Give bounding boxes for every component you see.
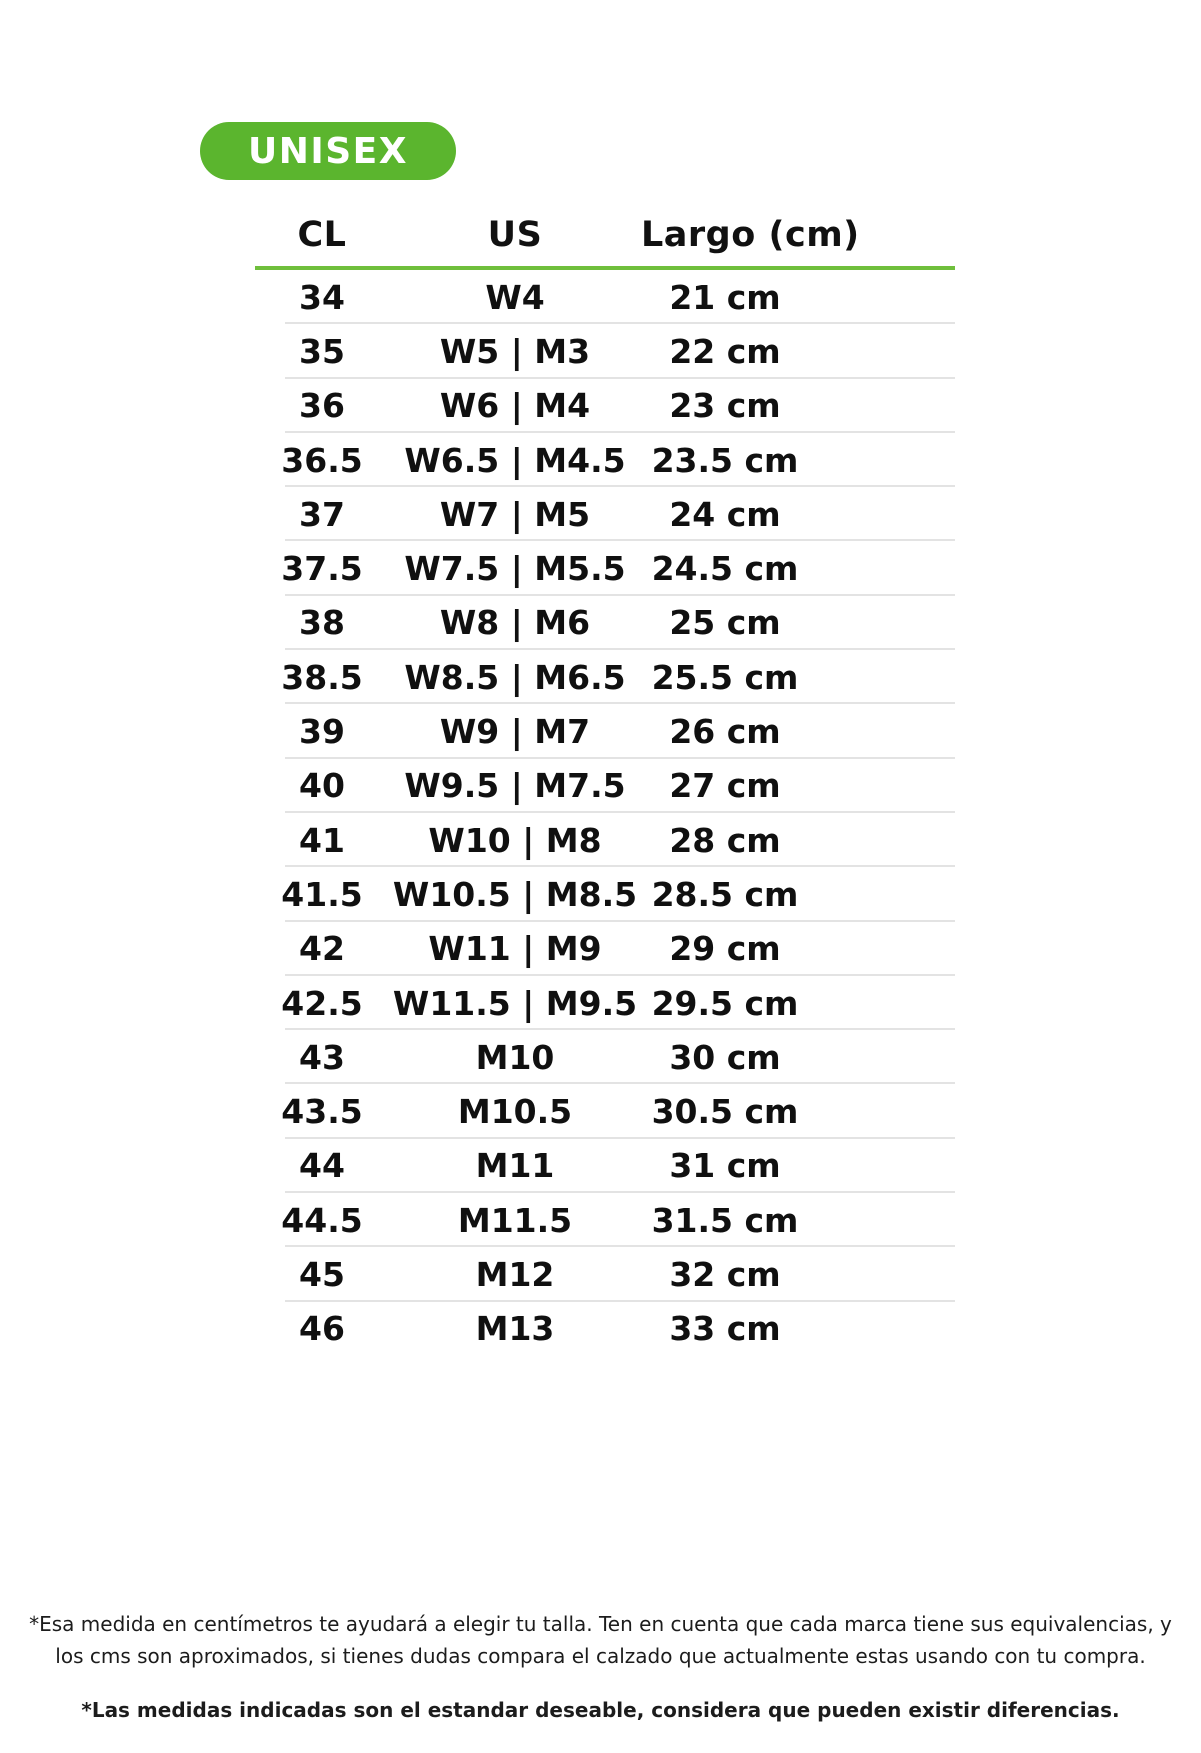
table-row — [255, 1193, 955, 1247]
cell-cl-size: 34 — [299, 277, 345, 317]
table-row — [255, 759, 955, 813]
cell-length-cm: 22 cm — [669, 331, 781, 371]
cell-cl-size: 35 — [299, 331, 345, 371]
table-row — [255, 1247, 955, 1301]
cell-length-cm: 30.5 cm — [651, 1092, 799, 1132]
cell-cl-size: 41 — [299, 820, 345, 860]
cell-us-size: W5 | M3 — [439, 331, 591, 371]
cell-length-cm: 24.5 cm — [651, 549, 799, 589]
table-row — [255, 1302, 955, 1356]
table-row — [255, 1030, 955, 1084]
cell-cl-size: 44.5 — [281, 1200, 363, 1240]
table-row — [255, 324, 955, 378]
cell-cl-size: 41.5 — [281, 874, 363, 914]
unisex-badge — [200, 122, 456, 180]
cell-length-cm: 23.5 cm — [651, 440, 799, 480]
cell-us-size: W7.5 | M5.5 — [404, 549, 626, 589]
table-row — [255, 704, 955, 758]
cell-length-cm: 26 cm — [669, 712, 781, 752]
cell-cl-size: 37.5 — [281, 549, 363, 589]
table-row — [255, 541, 955, 595]
cell-length-cm: 25.5 cm — [651, 657, 799, 697]
size-conversion-table — [255, 203, 955, 1356]
cell-us-size: M13 — [475, 1309, 555, 1349]
cell-length-cm: 29.5 cm — [651, 983, 799, 1023]
cell-us-size: W8.5 | M6.5 — [404, 657, 626, 697]
table-row — [255, 270, 955, 324]
unisex-badge-label: UNISEX — [247, 130, 409, 172]
table-row — [255, 650, 955, 704]
cell-cl-size: 38.5 — [281, 657, 363, 697]
cell-us-size: W9 | M7 — [439, 712, 591, 752]
header-cell-us: US — [487, 214, 543, 255]
cell-cl-size: 45 — [299, 1254, 345, 1294]
cell-length-cm: 24 cm — [669, 494, 781, 534]
cell-us-size: M10.5 — [457, 1092, 573, 1132]
cell-us-size: M10 — [475, 1037, 555, 1077]
cell-us-size: W11.5 | M9.5 — [392, 983, 638, 1023]
table-row — [255, 813, 955, 867]
cell-cl-size: 42 — [299, 929, 345, 969]
header-cell-cl: CL — [297, 214, 347, 255]
cell-length-cm: 33 cm — [669, 1309, 781, 1349]
cell-us-size: M11 — [475, 1146, 555, 1186]
header-cell-largo: Largo (cm) — [641, 214, 860, 255]
cell-us-size: M12 — [475, 1254, 555, 1294]
cell-length-cm: 21 cm — [669, 277, 781, 317]
table-row — [255, 433, 955, 487]
cell-length-cm: 30 cm — [669, 1037, 781, 1077]
table-row — [255, 1139, 955, 1193]
cell-cl-size: 37 — [299, 494, 345, 534]
cell-us-size: W9.5 | M7.5 — [404, 766, 626, 806]
table-row — [255, 487, 955, 541]
cell-us-size: W4 — [485, 277, 545, 317]
table-row — [255, 922, 955, 976]
cell-length-cm: 32 cm — [669, 1254, 781, 1294]
cell-cl-size: 38 — [299, 603, 345, 643]
cell-length-cm: 29 cm — [669, 929, 781, 969]
cell-cl-size: 36 — [299, 386, 345, 426]
cell-us-size: W11 | M9 — [428, 929, 602, 969]
table-row — [255, 867, 955, 921]
cell-length-cm: 27 cm — [669, 766, 781, 806]
table-header-row — [255, 203, 955, 270]
cell-us-size: W10 | M8 — [428, 820, 602, 860]
cell-length-cm: 23 cm — [669, 386, 781, 426]
cell-cl-size: 36.5 — [281, 440, 363, 480]
table-row — [255, 1084, 955, 1138]
cell-length-cm: 28 cm — [669, 820, 781, 860]
table-row — [255, 596, 955, 650]
cell-cl-size: 43 — [299, 1037, 345, 1077]
cell-us-size: W8 | M6 — [439, 603, 591, 643]
footnote-measurement-help: *Esa medida en centímetros te ayudará a elegir tu talla. Ten en cuenta que cada marca tiene sus equivalencias, y los cms son aproximados, si tienes dudas compara el calzado que actualmente estas usando con tu compra. — [29, 1612, 1172, 1668]
cell-us-size: M11.5 — [457, 1200, 573, 1240]
table-row — [255, 379, 955, 433]
table-body — [255, 270, 955, 1356]
cell-cl-size: 46 — [299, 1309, 345, 1349]
table-row — [255, 976, 955, 1030]
cell-us-size: W7 | M5 — [439, 494, 591, 534]
cell-us-size: W6 | M4 — [439, 386, 591, 426]
cell-length-cm: 28.5 cm — [651, 874, 799, 914]
cell-cl-size: 39 — [299, 712, 345, 752]
cell-cl-size: 42.5 — [281, 983, 363, 1023]
cell-length-cm: 31.5 cm — [651, 1200, 799, 1240]
cell-cl-size: 43.5 — [281, 1092, 363, 1132]
cell-cl-size: 44 — [299, 1146, 345, 1186]
cell-length-cm: 25 cm — [669, 603, 781, 643]
cell-us-size: W10.5 | M8.5 — [392, 874, 638, 914]
cell-length-cm: 31 cm — [669, 1146, 781, 1186]
footnotes — [0, 1608, 1201, 1726]
cell-us-size: W6.5 | M4.5 — [404, 440, 626, 480]
footnote-standard-disclaimer: *Las medidas indicadas son el estandar deseable, considera que pueden existir diferencias. — [81, 1698, 1120, 1722]
cell-cl-size: 40 — [299, 766, 345, 806]
